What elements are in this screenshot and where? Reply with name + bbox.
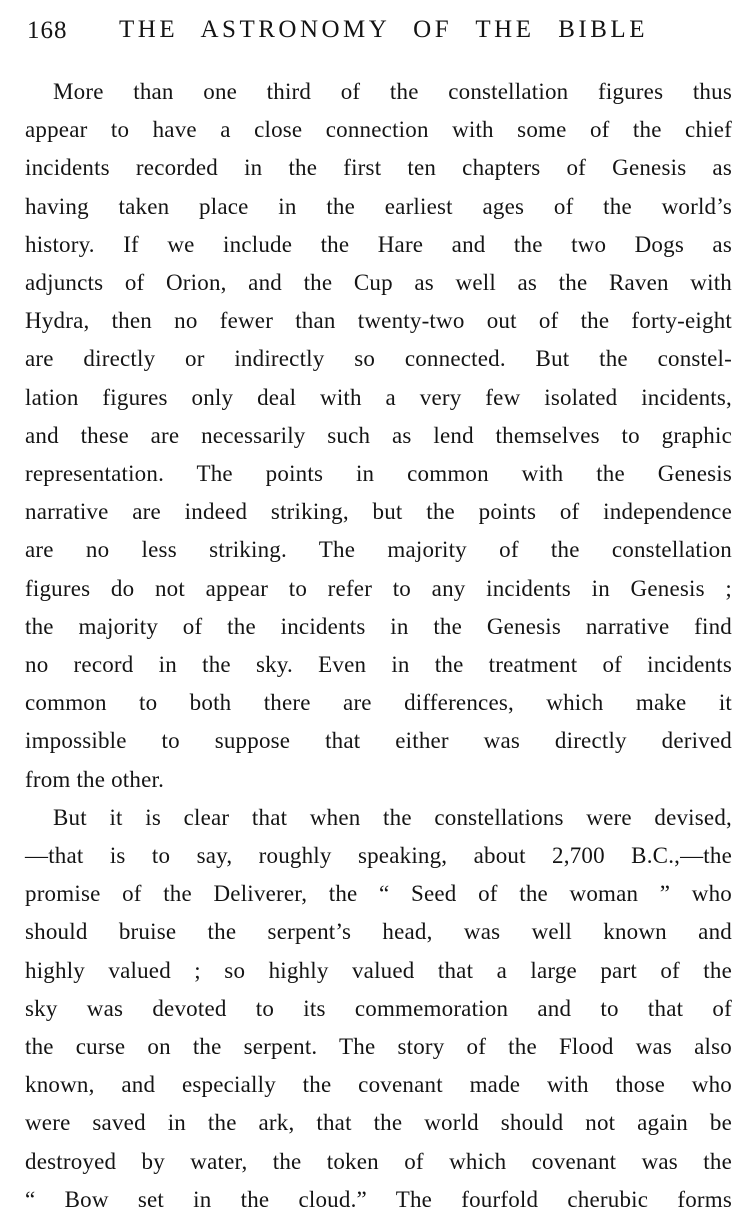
- paragraph: [25, 73, 732, 799]
- running-head: THE ASTRONOMY OF THE BIBLE: [119, 16, 648, 43]
- text-line: should bruise the serpent’s head, was well known and: [25, 919, 732, 945]
- text-line: incidents recorded in the first ten chapters of Genesis as: [25, 155, 732, 181]
- text-line: destroyed by water, the token of which covenant was the: [25, 1148, 732, 1174]
- text-line: are directly or indirectly so connected. But the constel-: [25, 346, 732, 372]
- text-line: having taken place in the earliest ages of the world’s: [25, 193, 732, 219]
- text-line: figures do not appear to refer to any incidents in Genesis ;: [25, 575, 732, 601]
- text-line: sky was devoted to its commemoration and to that of: [25, 995, 732, 1021]
- text-line: —that is to say, roughly speaking, about 2,700 B.C.,—the: [25, 843, 732, 869]
- text-line: “ Bow set in the cloud.” The fourfold cherubic forms: [25, 1186, 732, 1212]
- text-line: narrative are indeed striking, but the points of independence: [25, 499, 732, 525]
- text-line: were saved in the ark, that the world should not again be: [25, 1110, 732, 1136]
- text-line: are no less striking. The majority of the constellation: [25, 537, 732, 563]
- text-line: highly valued ; so highly valued that a large part of the: [25, 957, 732, 983]
- text-line: the curse on the serpent. The story of the Flood was also: [25, 1034, 732, 1060]
- text-line: common to both there are differences, which make it: [25, 690, 732, 716]
- page-number: 168: [27, 17, 68, 44]
- text-line: Hydra, then no fewer than twenty-two out of the forty-eight: [25, 308, 732, 334]
- text-line: and these are necessarily such as lend themselves to graphic: [25, 422, 732, 448]
- text-line: the majority of the incidents in the Genesis narrative find: [25, 613, 732, 639]
- text-line: promise of the Deliverer, the “ Seed of the woman ” who: [25, 881, 732, 907]
- body-text: [25, 73, 732, 1219]
- text-line: lation figures only deal with a very few isolated incidents,: [25, 384, 732, 410]
- text-line: history. If we include the Hare and the two Dogs as: [25, 231, 732, 257]
- text-line: But it is clear that when the constellations were devised,: [53, 804, 732, 830]
- text-line: adjuncts of Orion, and the Cup as well as the Raven with: [25, 270, 732, 296]
- text-line: from the other.: [25, 766, 165, 792]
- text-line: More than one third of the constellation figures thus: [53, 79, 732, 104]
- text-line: appear to have a close connection with some of the chief: [25, 117, 732, 143]
- text-line: known, and especially the covenant made with those who: [25, 1072, 732, 1098]
- text-line: representation. The points in common with the Genesis: [25, 461, 732, 487]
- text-line: no record in the sky. Even in the treatment of incidents: [25, 652, 732, 678]
- paragraph: [25, 799, 732, 1219]
- text-line: impossible to suppose that either was directly derived: [25, 728, 732, 754]
- page-header: [25, 16, 732, 48]
